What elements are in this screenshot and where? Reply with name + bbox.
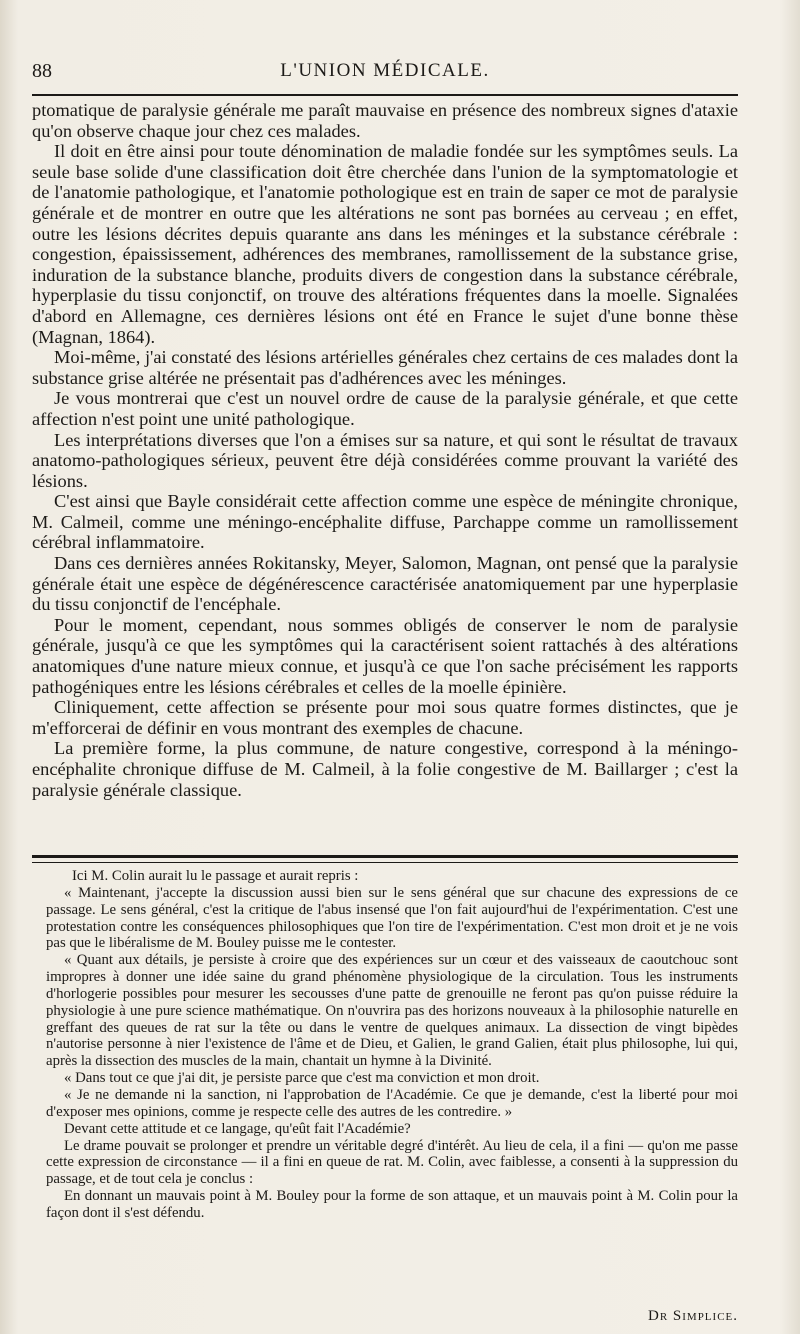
feuilleton-paragraph: « Dans tout ce que j'ai dit, je persiste parce que c'est ma conviction et mon droit. — [64, 1070, 540, 1087]
running-head: L'UNION MÉDICALE. — [280, 60, 490, 81]
article-paragraph: Il doit en être ainsi pour toute dénomination de maladie fondée sur les symptômes seuls. La seule base solide d'une classification doit être cherchée dans l'union de la symptomatologie et de l'anatomie pathologique, et l'anatomie pothologique est en train de saper ce mot de paralysie générale et de montrer en outre que les altérations ne sont pas bornées au cerveau ; en effet, outre les lésions décrites depuis quarante ans dans les méninges et la substance cérébrale : congestion, épaississement, adhérences des membranes, ramollissement de la substance grise, induration de la substance blanche, produits divers de congestion dans la substance cérébrale, hyperplasie du tissu conjonctif, on trouve des altérations fréquentes dans la moelle. Signalées d'abord en Allemagne, ces dernières lésions ont été en France le sujet d'une bonne thèse (Magnan, 1864). — [32, 141, 738, 347]
page-header — [32, 60, 738, 90]
article-paragraph: C'est ainsi que Bayle considérait cette affection comme une espèce de méningite chronique, M. Calmeil, comme une méningo-encéphalite diffuse, Parchappe comme un ramollissement cérébral inflammatoire. — [32, 491, 738, 553]
feuilleton-separator-rule — [32, 855, 738, 863]
main-article — [32, 100, 738, 800]
feuilleton-paragraph: Devant cette attitude et ce langage, qu'eût fait l'Académie? — [64, 1120, 411, 1137]
article-paragraph: Les interprétations diverses que l'on a émises sur sa nature, et qui sont le résultat de travaux anatomo-pathologiques sérieux, peuvent être déjà considérées comme prouvant la variété des lésions. — [32, 429, 738, 491]
article-paragraph: Cliniquement, cette affection se présente pour moi sous quatre formes distinctes, que je m'efforcerai de définir en vous montrant des exemples de chacune. — [32, 697, 738, 738]
feuilleton-paragraph: « Maintenant, j'accepte la discussion aussi bien sur le sens général que sur chacune des expressions de ce passage. Le sens général, c'est la critique de l'abus insensé que l'on fait aujourd'hui de l'expérimentation. C'est une protestation contre les conséquences philosophiques que l'on tire de l'expérimentation. C'est mon droit et je ne vois pas que le libéralisme de M. Bouley puisse me le contester. — [46, 884, 738, 952]
feuilleton-paragraph: Le drame pouvait se prolonger et prendre un véritable degré d'intérêt. Au lieu de cela, il a fini — qu'on me passe cette expression de circonstance — il a fini en queue de rat. M. Colin, avec faiblesse, a consenti à la suppression du passage, et de tout cela je conclus : — [46, 1137, 738, 1188]
article-paragraph: ptomatique de paralysie générale me paraît mauvaise en présence des nombreux signes d'ataxie qu'on observe chaque jour chez ces malades. — [32, 100, 738, 141]
feuilleton-paragraph: « Je ne demande ni la sanction, ni l'approbation de l'Académie. Ce que je demande, c'est la liberté pour moi d'exposer mes opinions, comme je respecte celle des autres de les contredire. » — [46, 1086, 738, 1120]
article-paragraph: Dans ces dernières années Rokitansky, Meyer, Salomon, Magnan, ont pensé que la paralysie générale était une espèce de dégénérescence caractérisée anatomiquement par une hyperplasie du tissu conjonctif de l'encéphale. — [32, 553, 738, 615]
article-paragraph: Pour le moment, cependant, nous sommes obligés de conserver le nom de paralysie générale, jusqu'à ce que les symptômes qui la caractérisent soient rattachés à des altérations anatomiques d'une nature mieux connue, et jusqu'à ce que l'on sache précisément les rapports pathogéniques entre les lésions cérébrales et celles de la moelle épinière. — [32, 614, 738, 697]
article-paragraph: Moi-même, j'ai constaté des lésions artérielles générales chez certains de ces malades dont la substance grise altérée ne présentait pas d'adhérences avec les méninges. — [32, 347, 738, 388]
page-number: 88 — [32, 60, 52, 82]
article-paragraph: La première forme, la plus commune, de nature congestive, correspond à la méningo-encéphalite chronique diffuse de M. Calmeil, à la folie congestive de M. Baillarger ; c'est la paralysie générale classique. — [32, 738, 738, 800]
feuilleton-section — [46, 868, 738, 1222]
header-rule — [32, 94, 738, 96]
feuilleton-paragraph: En donnant un mauvais point à M. Bouley pour la forme de son attaque, et un mauvais point à M. Colin pour la façon dont il s'est défendu. — [46, 1188, 738, 1221]
author-signature: Dr Simplice. — [647, 1308, 738, 1324]
feuilleton-paragraph: Ici M. Colin aurait lu le passage et aurait repris : — [72, 868, 359, 884]
article-paragraph: Je vous montrerai que c'est un nouvel ordre de cause de la paralysie générale, et que cette affection n'est point une unité pathologique. — [32, 388, 738, 429]
feuilleton-paragraph: « Quant aux détails, je persiste à croire que des expériences sur un cœur et des vaisseaux de caoutchouc sont impropres à donner une idée saine du grand phénomène physiologique de la circulation. Tous les instruments d'horlogerie possibles pour mesurer les secousses d'une patte de grenouille ne feront pas qu'on puisse réduire la physiologie à une pure science mathématique. On n'ouvrira pas des horizons nouveaux à la philosophie naturelle en greffant des queues de rat sur la tête ou dans le ventre de quelques animaux. La dissection de vingt bipèdes n'autorise personne à nier l'existence de l'âme et de Dieu, et Galien, le grand Galien, était plus philosophe, lui qui, après la dissection des muscles de la main, chantait un hymne à la Divinité. — [46, 952, 738, 1070]
